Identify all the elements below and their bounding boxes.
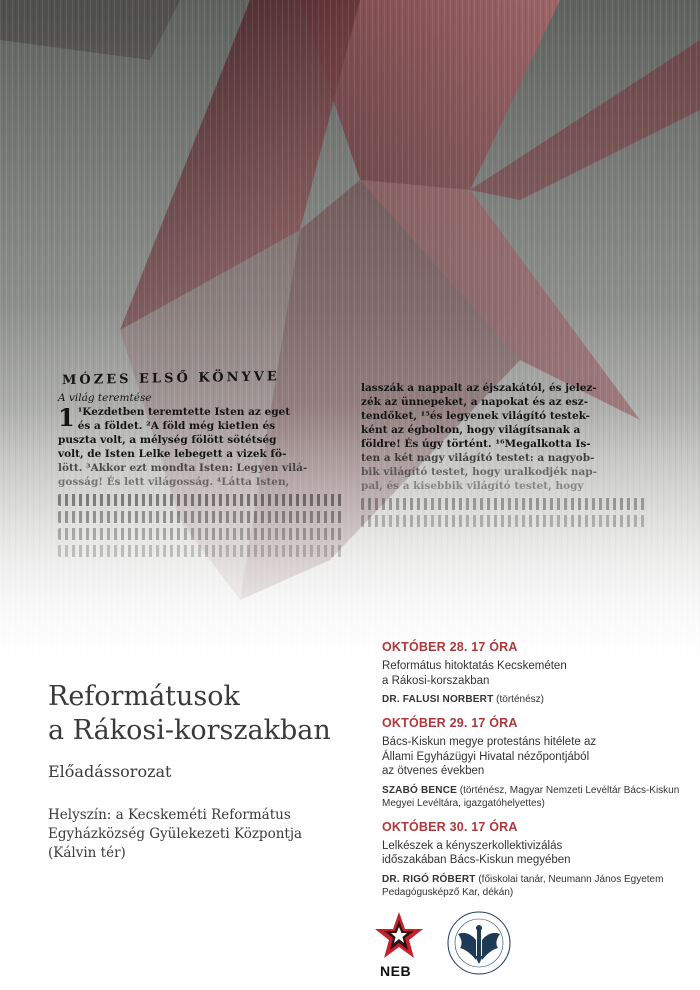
bible-subheading: A világ teremtése: [58, 392, 152, 404]
event-date: OKTÓBER 30. 17 ÓRA: [382, 819, 518, 834]
speaker-name: SZABÓ BENCE: [382, 784, 457, 796]
bible-line: lasszák a nappalt az éjszakától, és jelez-: [361, 382, 597, 394]
bible-line: ten a két nagy világító testet: a nagyob-: [361, 452, 595, 464]
faded-text-smudge: [58, 494, 343, 506]
bible-line: tendőket, ¹⁵és legyenek világító testek-: [361, 410, 591, 422]
event-date: OKTÓBER 28. 17 ÓRA: [382, 640, 518, 654]
bible-line: ként az égbolton, hogy világítsanak a: [361, 424, 581, 436]
neb-logo: [374, 910, 424, 980]
event-title: Bács-Kiskun megye protestáns hitélete az Állami Egyházügyi Hivatal nézőpontjából az ötvenes években: [382, 736, 597, 777]
faded-text-smudge: [58, 545, 343, 557]
venue-info: [48, 806, 348, 863]
bible-left-column: [58, 391, 343, 557]
bible-right-column: [361, 381, 646, 557]
event-title: Református hitoktatás Kecskeméten a Rákosi-korszakban: [382, 660, 567, 687]
event-date: OKTÓBER 29. 17 ÓRA: [382, 716, 518, 730]
faded-text-smudge: [361, 515, 646, 527]
bible-line: pal, és a kisebbik világító testet, hogy: [361, 480, 584, 492]
event-speaker: [382, 784, 682, 810]
title-line: a Rákosi-korszakban: [48, 715, 331, 746]
title-line: Reformátusok: [48, 681, 240, 712]
speaker-name: DR. RIGÓ RÓBERT: [382, 873, 476, 885]
neb-logo-text: NEB: [380, 963, 412, 979]
bible-heading: MÓZES ELSŐ KÖNYVE: [62, 369, 280, 389]
bible-line: lött. ³Akkor ezt mondta Isten: Legyen vilá-: [58, 462, 308, 474]
bible-line: ¹Kezdetben teremtette Isten az eget: [77, 406, 291, 418]
poster-title: [48, 680, 331, 748]
reformed-church-seal-logo: [446, 910, 512, 976]
sponsor-logos: [374, 910, 534, 980]
bible-line: bik világító testet, hogy uralkodjék nap-: [361, 466, 597, 478]
event-item: [382, 716, 682, 810]
bible-line: gosság! És lett világosság. ⁴Látta Isten,: [58, 476, 290, 488]
bible-line: puszta volt, a mélység fölött sötétség: [58, 434, 277, 446]
bible-line: volt, de Isten Lelke lebegett a vizek fö-: [58, 448, 287, 460]
event-speaker: [382, 693, 682, 706]
bible-line: zék az ünnepeket, a napokat és az esz-: [361, 396, 589, 408]
event-item: [382, 640, 682, 706]
bible-columns: [58, 382, 648, 557]
event-speaker: [382, 873, 682, 899]
church-logo: [446, 910, 512, 976]
faded-text-smudge: [58, 511, 343, 523]
bible-line: és a földet. ²A föld még kietlen és: [77, 420, 276, 432]
bible-line: földre! És úgy történt. ¹⁶Megalkotta Is-: [361, 438, 591, 450]
speaker-role: (történész, Magyar Nemzeti Levéltár Bács-Kiskun Megyei Levéltára, igazgatóhelyettes): [382, 784, 680, 809]
poster-subtitle: Előadássorozat: [48, 762, 172, 781]
event-list: [382, 640, 682, 909]
venue-line: (Kálvin tér): [48, 845, 126, 861]
bible-dropcap: 1: [58, 403, 75, 432]
red-star-logo: [374, 910, 424, 962]
speaker-role: (történész): [493, 694, 544, 705]
event-title: Lelkészek a kényszerkollektivizálás időszakában Bács-Kiskun megyében: [382, 839, 571, 866]
venue-line: Helyszín: a Kecskeméti Református: [48, 807, 291, 823]
bible-page: [58, 368, 648, 557]
faded-text-smudge: [361, 498, 646, 510]
event-item: [382, 820, 682, 899]
venue-line: Egyházközség Gyülekezeti Központja: [48, 826, 303, 842]
speaker-role: (főiskolai tanár, Neumann János Egyetem Pedagógusképző Kar, dékán): [382, 873, 664, 898]
faded-text-smudge: [58, 528, 343, 540]
speaker-name: DR. FALUSI NORBERT: [382, 694, 494, 705]
title-block: [48, 680, 331, 781]
